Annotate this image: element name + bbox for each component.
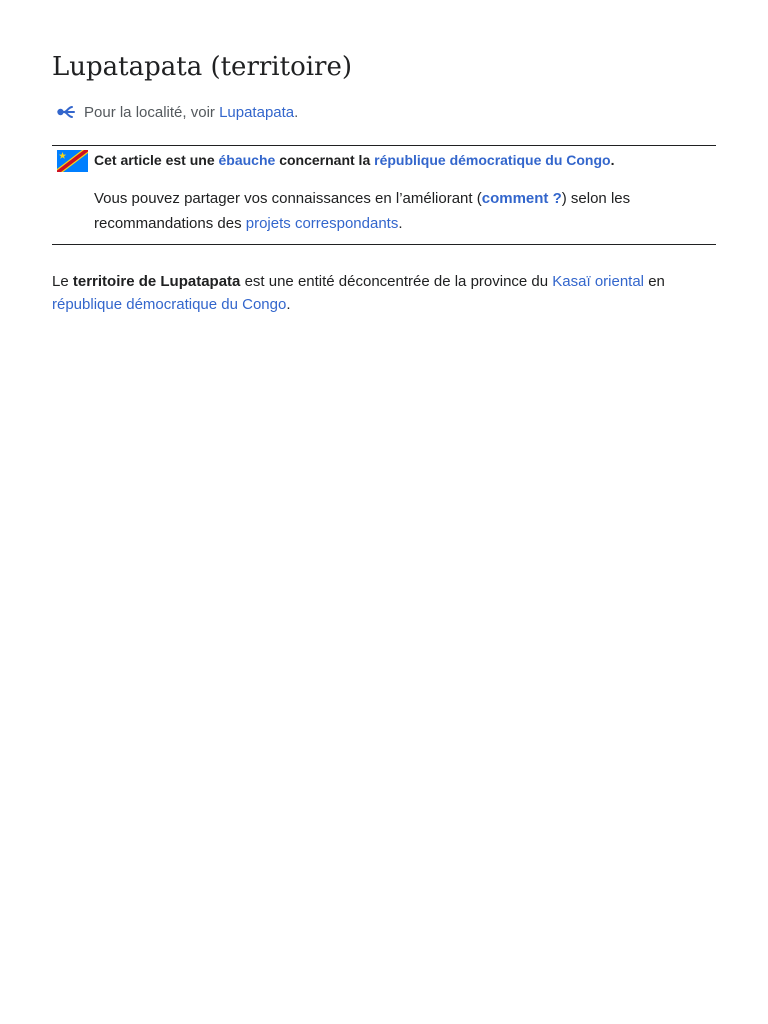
- intro-bold-subject: territoire de Lupatapata: [72, 273, 241, 290]
- stub-link-rdc[interactable]: république démocratique du Congo: [374, 152, 611, 168]
- stub-line2-middle: ) selon les recommandations des: [94, 190, 631, 232]
- stub-notice: [52, 145, 716, 245]
- stub-link-comment[interactable]: comment ?: [481, 190, 562, 207]
- hatnote-link-lupatapata[interactable]: Lupatapata: [219, 103, 295, 121]
- intro-suffix: .: [286, 296, 291, 313]
- hatnote-prefix: Pour la localité, voir: [84, 103, 220, 121]
- flag-drc-icon: [57, 150, 88, 172]
- hatnote-suffix: .: [294, 103, 299, 121]
- stub-line2-prefix: Vous pouvez partager vos connaissances en l’améliorant (: [94, 190, 482, 207]
- stub-line1-prefix: Cet article est une: [94, 152, 219, 168]
- stub-line2-suffix: .: [398, 215, 403, 232]
- intro-middle2: en: [644, 273, 665, 290]
- stub-link-ebauche[interactable]: ébauche: [218, 152, 276, 168]
- intro-prefix: Le: [52, 273, 73, 290]
- stub-line1-middle: concernant la: [275, 152, 375, 168]
- stub-line-2: [94, 186, 694, 236]
- intro-middle: est une entité déconcentrée de la province du: [240, 273, 553, 290]
- stub-line1-suffix: .: [610, 152, 615, 168]
- intro-link-kasai-oriental[interactable]: Kasaï oriental: [552, 273, 645, 290]
- page-title: Lupatapata (territoire): [52, 52, 352, 82]
- stub-line-1: [94, 150, 614, 170]
- disambiguation-arrow-icon: [56, 105, 78, 119]
- intro-paragraph: [52, 270, 716, 316]
- intro-link-rdc[interactable]: république démocratique du Congo: [52, 296, 287, 313]
- stub-link-projets[interactable]: projets correspondants: [245, 215, 399, 232]
- hatnote: [56, 102, 298, 122]
